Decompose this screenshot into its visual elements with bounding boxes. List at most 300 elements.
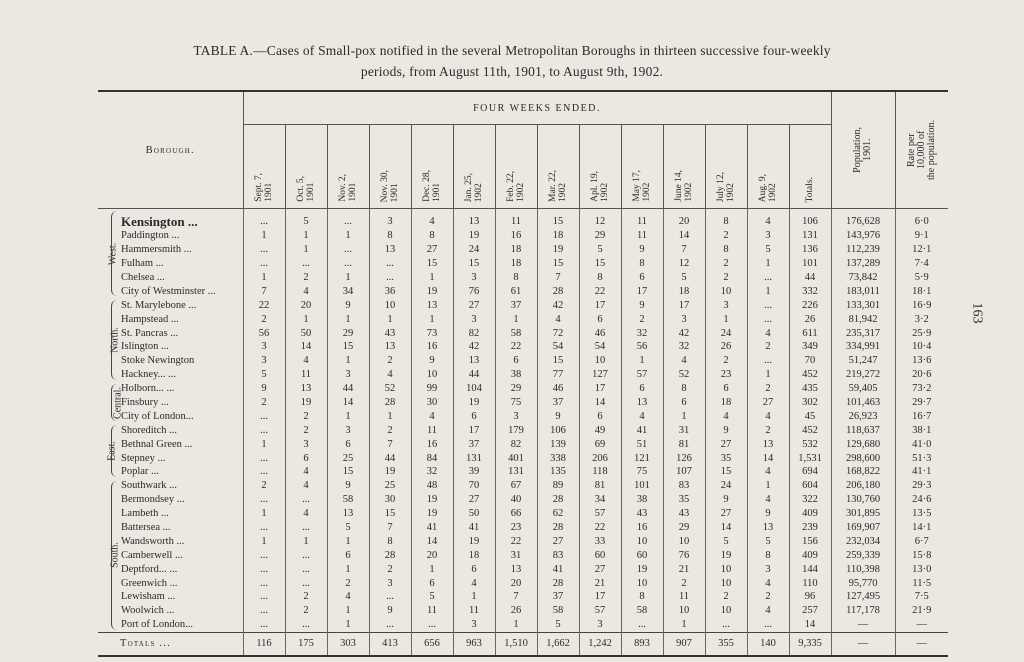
rate-value: 18·1 xyxy=(895,284,948,298)
population-value: 59,405 xyxy=(831,382,895,396)
period-value: 18 xyxy=(495,243,537,257)
period-value: ... xyxy=(327,243,369,257)
period-value: 33 xyxy=(579,534,621,548)
title-line-2: periods, from August 11th, 1901, to August 9th, 1902. xyxy=(360,64,664,79)
period-value: 3 xyxy=(285,437,327,451)
period-value: 28 xyxy=(537,284,579,298)
population-value: 117,178 xyxy=(831,604,895,618)
period-value: 37 xyxy=(537,590,579,604)
period-value: 8 xyxy=(663,382,705,396)
borough-name: St. Marylebone ... xyxy=(121,299,197,311)
period-value: 17 xyxy=(579,382,621,396)
period-value: 18 xyxy=(495,257,537,271)
period-value: 57 xyxy=(579,604,621,618)
region-label: South. xyxy=(109,542,121,569)
period-value: 11 xyxy=(621,209,663,229)
borough-name: Chelsea ... xyxy=(121,272,165,283)
period-value: 2 xyxy=(285,604,327,618)
period-value: 3 xyxy=(453,312,495,326)
period-value: 51 xyxy=(621,437,663,451)
period-value: 17 xyxy=(621,284,663,298)
period-value: 9 xyxy=(411,354,453,368)
period-value: 28 xyxy=(537,576,579,590)
period-value: 1 xyxy=(705,312,747,326)
rate-value: 20·6 xyxy=(895,368,948,382)
period-value: 131 xyxy=(495,465,537,479)
period-total: 116 xyxy=(243,632,285,656)
period-value: 35 xyxy=(663,493,705,507)
period-value: 20 xyxy=(495,576,537,590)
period-value: 16 xyxy=(495,229,537,243)
period-value: 2 xyxy=(327,576,369,590)
period-value: 43 xyxy=(663,507,705,521)
rate-value: 29·7 xyxy=(895,396,948,410)
borough-name: Kensington ... xyxy=(121,214,198,230)
period-value: 8 xyxy=(411,229,453,243)
table-row xyxy=(98,562,948,576)
rate-value: 6·0 xyxy=(895,209,948,229)
period-value: 4 xyxy=(285,284,327,298)
period-value: 41 xyxy=(453,521,495,535)
group-brace xyxy=(111,300,118,379)
period-value: 8 xyxy=(579,271,621,285)
population-value: 169,907 xyxy=(831,521,895,535)
period-value: 14 xyxy=(747,451,789,465)
table-row xyxy=(98,534,948,548)
period-value: 52 xyxy=(663,368,705,382)
period-value: 2 xyxy=(705,257,747,271)
population-value: 130,760 xyxy=(831,493,895,507)
row-total: 349 xyxy=(789,340,831,354)
period-value: 26 xyxy=(495,604,537,618)
period-value: 11 xyxy=(453,604,495,618)
period-value: 46 xyxy=(579,326,621,340)
period-total: 1,242 xyxy=(579,632,621,656)
group-label xyxy=(98,382,124,424)
period-value: 19 xyxy=(285,396,327,410)
period-value: 139 xyxy=(537,437,579,451)
period-value: 8 xyxy=(705,243,747,257)
period-value: 8 xyxy=(747,548,789,562)
period-value: 27 xyxy=(747,396,789,410)
period-value: 5 xyxy=(327,521,369,535)
row-total: 604 xyxy=(789,479,831,493)
period-value: 16 xyxy=(411,340,453,354)
population-value: 259,339 xyxy=(831,548,895,562)
rate-value: 9·1 xyxy=(895,229,948,243)
period-header: Jan. 25, 1902 xyxy=(453,125,495,209)
row-total: 257 xyxy=(789,604,831,618)
period-value: 1 xyxy=(369,409,411,423)
period-value: 7 xyxy=(369,521,411,535)
period-value: 15 xyxy=(369,507,411,521)
rate-value: 10·4 xyxy=(895,340,948,354)
period-value: 6 xyxy=(579,312,621,326)
row-total: 101 xyxy=(789,257,831,271)
period-value: 4 xyxy=(453,576,495,590)
period-value: 1 xyxy=(411,271,453,285)
period-value: 27 xyxy=(537,534,579,548)
period-value: 28 xyxy=(369,396,411,410)
period-value: 42 xyxy=(537,298,579,312)
period-value: 179 xyxy=(495,423,537,437)
period-value: 19 xyxy=(537,243,579,257)
period-value: 30 xyxy=(411,396,453,410)
period-total: 1,510 xyxy=(495,632,537,656)
population-value: 118,637 xyxy=(831,423,895,437)
period-value: 18 xyxy=(537,229,579,243)
period-value: 19 xyxy=(411,507,453,521)
period-total: 140 xyxy=(747,632,789,656)
population-value: 81,942 xyxy=(831,312,895,326)
period-value: 19 xyxy=(369,465,411,479)
table-row xyxy=(98,548,948,562)
period-value: ... xyxy=(411,618,453,632)
period-header: Feb. 22, 1902 xyxy=(495,125,537,209)
period-value: 1 xyxy=(327,409,369,423)
region-label: Central. xyxy=(112,386,124,419)
period-value: 131 xyxy=(453,451,495,465)
period-value: 10 xyxy=(411,368,453,382)
period-value: 8 xyxy=(495,271,537,285)
period-value: 1 xyxy=(369,312,411,326)
period-value: 5 xyxy=(537,618,579,632)
region-label: East. xyxy=(106,441,118,461)
four-weeks-header: FOUR WEEKS ENDED. xyxy=(243,91,831,125)
period-value: 57 xyxy=(621,368,663,382)
rate-value: 51·3 xyxy=(895,451,948,465)
row-total: 136 xyxy=(789,243,831,257)
period-value: 38 xyxy=(495,368,537,382)
borough-name: Deptford... ... xyxy=(121,563,178,575)
period-value: 1 xyxy=(747,368,789,382)
period-value: 27 xyxy=(453,298,495,312)
period-value: 10 xyxy=(705,284,747,298)
period-value: 6 xyxy=(663,396,705,410)
period-value: 3 xyxy=(495,409,537,423)
rate-value: 24·6 xyxy=(895,493,948,507)
period-total: 175 xyxy=(285,632,327,656)
period-value: 1 xyxy=(327,312,369,326)
table-row xyxy=(98,576,948,590)
group-brace xyxy=(111,384,118,422)
table-row xyxy=(98,396,948,410)
period-value: 32 xyxy=(411,465,453,479)
period-value: 37 xyxy=(537,396,579,410)
period-value: ... xyxy=(285,493,327,507)
period-total: 907 xyxy=(663,632,705,656)
period-value: 18 xyxy=(453,548,495,562)
period-value: 13 xyxy=(369,243,411,257)
row-total: 44 xyxy=(789,271,831,285)
period-value: 2 xyxy=(369,354,411,368)
borough-name: Lewisham ... xyxy=(121,591,176,603)
period-value: 1 xyxy=(327,271,369,285)
population-value: 110,398 xyxy=(831,562,895,576)
period-value: 3 xyxy=(453,271,495,285)
period-value: 12 xyxy=(579,209,621,229)
period-value: ... xyxy=(243,409,285,423)
period-value: 6 xyxy=(579,409,621,423)
table-row xyxy=(98,326,948,340)
row-total: 332 xyxy=(789,284,831,298)
period-value: ... xyxy=(243,576,285,590)
period-value: 7 xyxy=(243,284,285,298)
period-value: 73 xyxy=(411,326,453,340)
table-row xyxy=(98,368,948,382)
period-value: 41 xyxy=(411,521,453,535)
period-value: 44 xyxy=(369,451,411,465)
period-value: 10 xyxy=(621,534,663,548)
group-label xyxy=(98,209,118,299)
period-value: 1 xyxy=(243,229,285,243)
group-label xyxy=(98,298,121,381)
period-value: 27 xyxy=(705,437,747,451)
period-value: 22 xyxy=(495,340,537,354)
period-value: ... xyxy=(747,354,789,368)
period-value: 9 xyxy=(621,298,663,312)
period-value: ... xyxy=(243,548,285,562)
period-total: 413 xyxy=(369,632,411,656)
period-value: 1 xyxy=(243,534,285,548)
period-value: 3 xyxy=(243,340,285,354)
borough-name: Greenwich ... xyxy=(121,577,178,589)
period-value: 13 xyxy=(621,396,663,410)
rate-value: 13·0 xyxy=(895,562,948,576)
period-value: 206 xyxy=(579,451,621,465)
period-value: 50 xyxy=(453,507,495,521)
row-total: 409 xyxy=(789,548,831,562)
rate-value: 73·2 xyxy=(895,382,948,396)
period-value: 2 xyxy=(705,271,747,285)
period-value: 8 xyxy=(369,534,411,548)
borough-name: Shoreditch ... xyxy=(121,424,177,436)
period-value: 38 xyxy=(621,493,663,507)
period-value: 75 xyxy=(495,396,537,410)
period-value: 2 xyxy=(285,423,327,437)
table-row xyxy=(98,382,948,396)
borough-name: Hampstead ... xyxy=(121,313,179,325)
period-value: 6 xyxy=(453,409,495,423)
period-value: 81 xyxy=(579,479,621,493)
period-value: 6 xyxy=(285,451,327,465)
period-value: 27 xyxy=(579,562,621,576)
period-value: 16 xyxy=(621,521,663,535)
period-value: ... xyxy=(243,604,285,618)
period-value: 13 xyxy=(747,437,789,451)
table-row xyxy=(98,284,948,298)
period-value: 4 xyxy=(285,465,327,479)
totals-label: Totals ... xyxy=(98,632,243,656)
grand-total: 9,335 xyxy=(789,632,831,656)
table-row xyxy=(98,298,948,312)
borough-name: Holborn... ... xyxy=(121,383,175,395)
period-value: 4 xyxy=(621,409,663,423)
period-value: 27 xyxy=(453,493,495,507)
table-row xyxy=(98,521,948,535)
population-value: 232,034 xyxy=(831,534,895,548)
population-value: 137,289 xyxy=(831,257,895,271)
period-value: 1 xyxy=(327,604,369,618)
period-value: 5 xyxy=(243,368,285,382)
period-value: 83 xyxy=(663,479,705,493)
period-value: 106 xyxy=(537,423,579,437)
population-value: 176,628 xyxy=(831,209,895,229)
period-value: 25 xyxy=(327,451,369,465)
population-value: 298,600 xyxy=(831,451,895,465)
period-value: 70 xyxy=(453,479,495,493)
period-value: 1 xyxy=(663,409,705,423)
borough-name: Hammersmith ... xyxy=(121,244,192,256)
period-value: 14 xyxy=(663,229,705,243)
period-value: 15 xyxy=(705,465,747,479)
period-value: 10 xyxy=(663,534,705,548)
period-value: 3 xyxy=(369,576,411,590)
period-value: ... xyxy=(243,451,285,465)
period-value: 11 xyxy=(495,209,537,229)
period-value: 27 xyxy=(411,243,453,257)
row-total: 532 xyxy=(789,437,831,451)
period-value: ... xyxy=(747,618,789,632)
rate-value: 21·9 xyxy=(895,604,948,618)
borough-name: Finsbury ... xyxy=(121,397,169,409)
period-value: 29 xyxy=(579,229,621,243)
population-value: 51,247 xyxy=(831,354,895,368)
period-value: 7 xyxy=(663,243,705,257)
period-value: 81 xyxy=(663,437,705,451)
period-value: 23 xyxy=(705,368,747,382)
period-value: 36 xyxy=(369,284,411,298)
period-value: 22 xyxy=(243,298,285,312)
period-value: 49 xyxy=(579,423,621,437)
period-value: 2 xyxy=(243,312,285,326)
period-value: 15 xyxy=(453,257,495,271)
period-value: 101 xyxy=(621,479,663,493)
period-value: 42 xyxy=(453,340,495,354)
period-value: 2 xyxy=(747,340,789,354)
period-value: 4 xyxy=(369,368,411,382)
region-label: North. xyxy=(109,327,121,353)
period-value: 3 xyxy=(453,618,495,632)
period-header: Sept. 7, 1901 xyxy=(243,125,285,209)
period-value: 1 xyxy=(411,562,453,576)
period-value: 40 xyxy=(495,493,537,507)
row-total: 611 xyxy=(789,326,831,340)
period-value: 338 xyxy=(537,451,579,465)
period-value: 3 xyxy=(663,312,705,326)
table-row xyxy=(98,590,948,604)
period-value: 13 xyxy=(453,354,495,368)
period-value: 5 xyxy=(747,534,789,548)
row-total: 96 xyxy=(789,590,831,604)
rate-value: 12·1 xyxy=(895,243,948,257)
rate-value: — xyxy=(895,618,948,632)
borough-name: Camberwell ... xyxy=(121,549,183,561)
row-total: 302 xyxy=(789,396,831,410)
period-value: 19 xyxy=(411,493,453,507)
population-value: 26,923 xyxy=(831,409,895,423)
rate-value: 11·5 xyxy=(895,576,948,590)
period-value: 17 xyxy=(579,298,621,312)
period-header: July 12, 1902 xyxy=(705,125,747,209)
period-value: 13 xyxy=(411,298,453,312)
period-value: 2 xyxy=(369,423,411,437)
period-value: 1 xyxy=(285,534,327,548)
period-value: 13 xyxy=(495,562,537,576)
period-value: 4 xyxy=(411,209,453,229)
period-value: 11 xyxy=(411,423,453,437)
period-value: 1 xyxy=(327,534,369,548)
period-value: 4 xyxy=(285,507,327,521)
period-value: 9 xyxy=(705,423,747,437)
period-value: 44 xyxy=(453,368,495,382)
period-value: 31 xyxy=(663,423,705,437)
period-total: 355 xyxy=(705,632,747,656)
period-value: 15 xyxy=(579,257,621,271)
period-value: 32 xyxy=(663,340,705,354)
period-value: 1 xyxy=(327,618,369,632)
population-value: 127,495 xyxy=(831,590,895,604)
period-value: 127 xyxy=(579,368,621,382)
period-value: 2 xyxy=(705,229,747,243)
period-value: 13 xyxy=(453,209,495,229)
population-value: 168,822 xyxy=(831,465,895,479)
period-value: 1 xyxy=(243,271,285,285)
period-value: 16 xyxy=(411,437,453,451)
period-value: 76 xyxy=(663,548,705,562)
population-value: 101,463 xyxy=(831,396,895,410)
period-value: 13 xyxy=(285,382,327,396)
population-value: 219,272 xyxy=(831,368,895,382)
population-value: 183,011 xyxy=(831,284,895,298)
period-value: 5 xyxy=(579,243,621,257)
period-value: 11 xyxy=(663,590,705,604)
period-value: 10 xyxy=(369,298,411,312)
rate-value: 14·1 xyxy=(895,521,948,535)
table-row xyxy=(98,271,948,285)
period-value: 15 xyxy=(327,465,369,479)
period-value: 8 xyxy=(621,590,663,604)
period-value: 12 xyxy=(663,257,705,271)
period-value: 42 xyxy=(663,326,705,340)
row-total: 14 xyxy=(789,618,831,632)
row-total: 45 xyxy=(789,409,831,423)
period-value: 1 xyxy=(411,312,453,326)
period-value: 54 xyxy=(579,340,621,354)
period-value: ... xyxy=(285,257,327,271)
period-value: 2 xyxy=(747,590,789,604)
period-value: 44 xyxy=(327,382,369,396)
period-value: 84 xyxy=(411,451,453,465)
period-value: 34 xyxy=(327,284,369,298)
period-value: 1 xyxy=(243,437,285,451)
period-value: 29 xyxy=(327,326,369,340)
period-value: 15 xyxy=(327,340,369,354)
period-value: 1 xyxy=(327,562,369,576)
period-value: 18 xyxy=(705,396,747,410)
period-value: 7 xyxy=(537,271,579,285)
period-value: 1 xyxy=(495,312,537,326)
period-value: 2 xyxy=(369,562,411,576)
row-total: 694 xyxy=(789,465,831,479)
period-value: 9 xyxy=(327,298,369,312)
period-value: 1 xyxy=(285,229,327,243)
period-value: 4 xyxy=(285,479,327,493)
table-row xyxy=(98,465,948,479)
period-value: 10 xyxy=(621,576,663,590)
period-value: 15 xyxy=(411,257,453,271)
borough-name: City of London... xyxy=(121,410,194,422)
